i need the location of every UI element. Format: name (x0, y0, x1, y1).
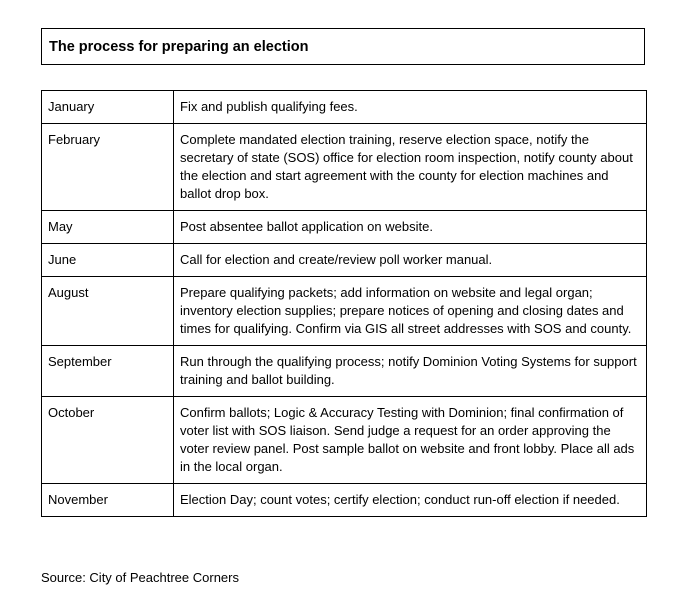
month-cell: October (42, 397, 174, 484)
task-cell: Fix and publish qualifying fees. (174, 91, 647, 124)
task-cell: Election Day; count votes; certify election; conduct run-off election if needed. (174, 484, 647, 517)
task-cell: Call for election and create/review poll worker manual. (174, 244, 647, 277)
task-cell: Prepare qualifying packets; add information on website and legal organ; inventory election supplies; prepare notices of opening and closing dates and times for qualifying. Confirm via GIS all street addresses with SOS and county. (174, 277, 647, 346)
month-cell: June (42, 244, 174, 277)
task-cell: Post absentee ballot application on website. (174, 211, 647, 244)
table-row (42, 397, 647, 484)
task-cell: Run through the qualifying process; notify Dominion Voting Systems for support training and ballot building. (174, 346, 647, 397)
month-cell: November (42, 484, 174, 517)
table-row (42, 124, 647, 211)
table-row (42, 244, 647, 277)
table-row (42, 91, 647, 124)
month-cell: August (42, 277, 174, 346)
table-row (42, 346, 647, 397)
month-cell: February (42, 124, 174, 211)
month-cell: September (42, 346, 174, 397)
task-cell: Confirm ballots; Logic & Accuracy Testing with Dominion; final confirmation of voter list with SOS liaison. Send judge a request for an order approving the voter review panel. Post sample ballot on website and front lobby. Place all ads in the local organ. (174, 397, 647, 484)
page-title: The process for preparing an election (49, 39, 309, 55)
election-schedule-table (41, 90, 647, 517)
title-box (41, 28, 645, 65)
table-row (42, 277, 647, 346)
source-note: Source: City of Peachtree Corners (41, 570, 239, 585)
table-row (42, 484, 647, 517)
month-cell: May (42, 211, 174, 244)
month-cell: January (42, 91, 174, 124)
task-cell: Complete mandated election training, reserve election space, notify the secretary of state (SOS) office for election room inspection, notify county about the election and start agreement with the county for election machines and ballot drop box. (174, 124, 647, 211)
table-row (42, 211, 647, 244)
